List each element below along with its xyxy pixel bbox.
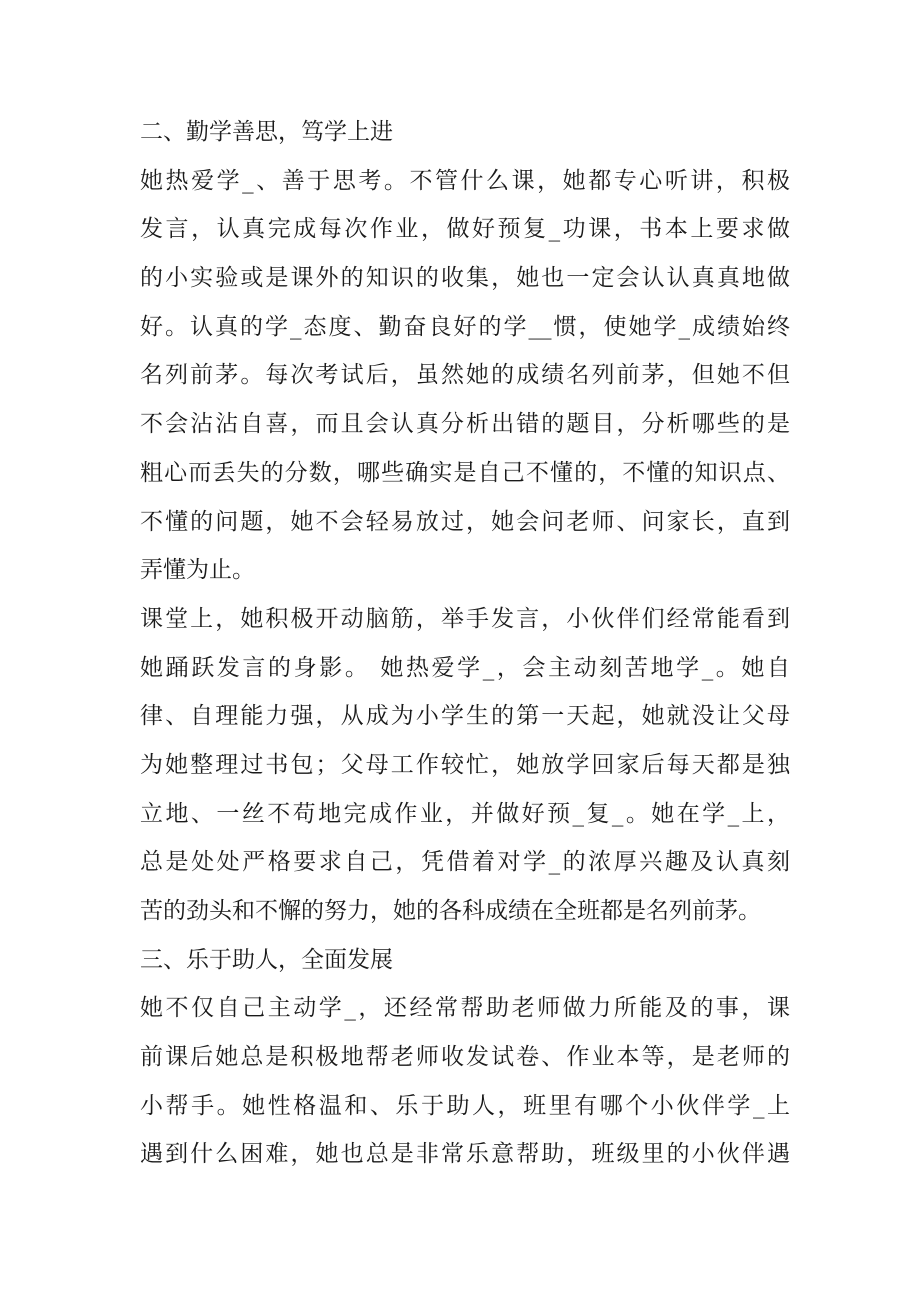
paragraph-line: 为她整理过书包；父母工作较忙，她放学回家后每天都是独 (140, 751, 790, 778)
paragraph-line: 遇到什么困难，她也总是非常乐意帮助，班级里的小伙伴遇 (140, 1141, 790, 1168)
section-heading-2: 二、勤学善思，笃学上进 (140, 119, 393, 145)
paragraph-line: 小帮手。她性格温和、乐于助人，班里有哪个小伙伴学_上 (140, 1092, 790, 1119)
paragraph-line: 她踊跃发言的身影。 她热爱学_，会主动刻苦地学_。她自 (140, 654, 790, 681)
paragraph-line: 好。认真的学_态度、勤奋良好的学__惯，使她学_成绩始终 (140, 313, 790, 340)
paragraph-line: 她不仅自己主动学_，还经常帮助老师做力所能及的事，课 (140, 995, 790, 1022)
paragraph-line: 粗心而丢失的分数，哪些确实是自己不懂的，不懂的知识点、 (140, 459, 790, 486)
document-body (140, 108, 790, 1179)
paragraph-line: 总是处处严格要求自己，凭借着对学_的浓厚兴趣及认真刻 (140, 849, 790, 876)
paragraph-line: 立地、一丝不苟地完成作业，并做好预_复_。她在学_上， (140, 800, 790, 827)
paragraph-line: 课堂上，她积极开动脑筋，举手发言，小伙伴们经常能看到 (140, 605, 790, 632)
section-heading-3: 三、乐于助人，全面发展 (140, 946, 393, 973)
paragraph-line: 的小实验或是课外的知识的收集，她也一定会认认真真地做 (140, 265, 790, 292)
paragraph-line: 发言，认真完成每次作业，做好预复_功课，书本上要求做 (140, 216, 790, 243)
paragraph-line: 不会沾沾自喜，而且会认真分析出错的题目，分析哪些的是 (140, 411, 790, 438)
paragraph-line: 前课后她总是积极地帮老师收发试卷、作业本等，是老师的 (140, 1044, 790, 1071)
paragraph-line: 弄懂为止。 (140, 557, 255, 584)
paragraph-line: 她热爱学_、善于思考。不管什么课，她都专心听讲，积极 (140, 167, 790, 194)
paragraph-line: 律、自理能力强，从成为小学生的第一天起，她就没让父母 (140, 703, 790, 730)
paragraph-line: 名列前茅。每次考试后，虽然她的成绩名列前茅，但她不但 (140, 362, 790, 389)
paragraph-line: 不懂的问题，她不会轻易放过，她会问老师、问家长，直到 (140, 508, 790, 535)
paragraph-line: 苦的劲头和不懈的努力，她的各科成绩在全班都是名列前茅。 (140, 898, 761, 924)
